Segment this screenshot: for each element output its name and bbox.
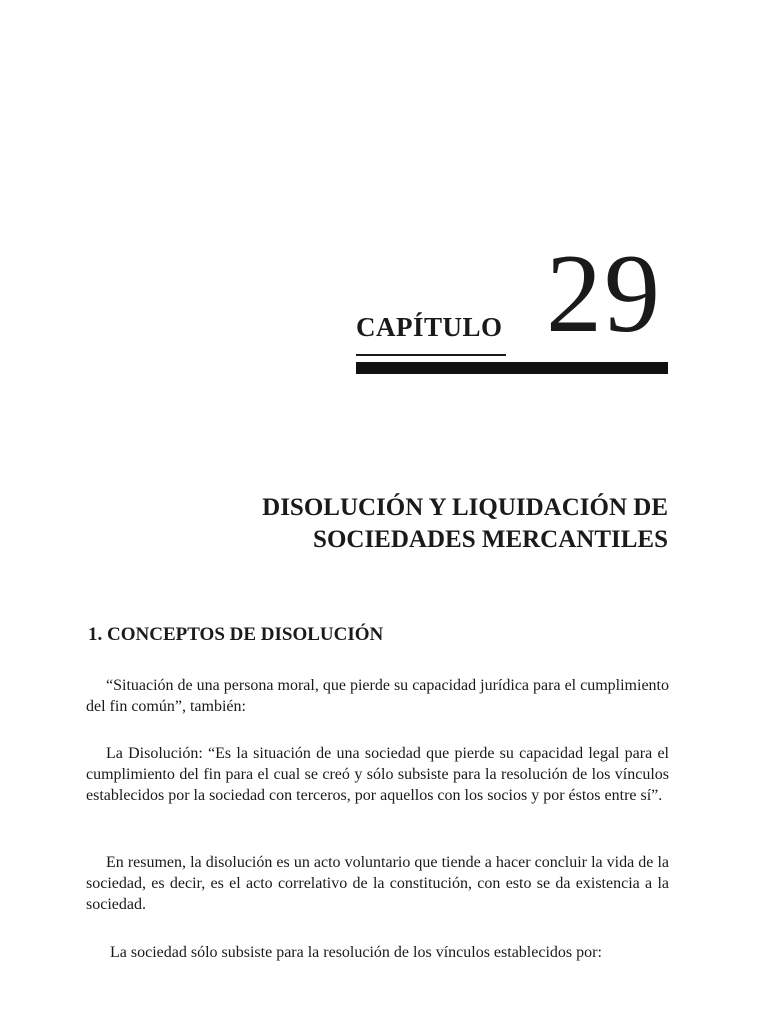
chapter-rule bbox=[356, 362, 668, 374]
paragraph-4-text: La sociedad sólo subsiste para la resolución de los vínculos establecidos por: bbox=[110, 944, 602, 961]
chapter-number: 29 bbox=[546, 232, 662, 356]
chapter-label: CAPÍTULO bbox=[356, 312, 503, 342]
paragraph-1 bbox=[86, 675, 669, 717]
section-heading: 1. CONCEPTOS DE DISOLUCIÓN bbox=[88, 624, 384, 645]
paragraph-2 bbox=[86, 743, 669, 806]
paragraph-2-text: La Disolución: “Es la situación de una sociedad que pierde su capacidad legal para el cumplimiento del fin para el cual se creó y sólo subsiste para la resolución de los vínculos establecidos por la sociedad con terceros, por aquellos con los socios y por éstos entre sí”. bbox=[86, 745, 669, 804]
paragraph-1-text: “Situación de una persona moral, que pierde su capacidad jurídica para el cumplimiento del fin común”, también: bbox=[86, 677, 669, 715]
chapter-label-underline bbox=[356, 354, 506, 356]
chapter-title-line-1: DISOLUCIÓN Y LIQUIDACIÓN DE bbox=[262, 494, 668, 521]
chapter-title bbox=[262, 492, 668, 556]
chapter-title-line-2: SOCIEDADES MERCANTILES bbox=[313, 526, 668, 553]
paragraph-3-text: En resumen, la disolución es un acto voluntario que tiende a hacer concluir la vida de la sociedad, es decir, es el acto correlativo de la constitución, con esto se da existencia a la sociedad. bbox=[86, 854, 669, 913]
paragraph-3 bbox=[86, 852, 669, 915]
paragraph-4 bbox=[110, 942, 670, 963]
